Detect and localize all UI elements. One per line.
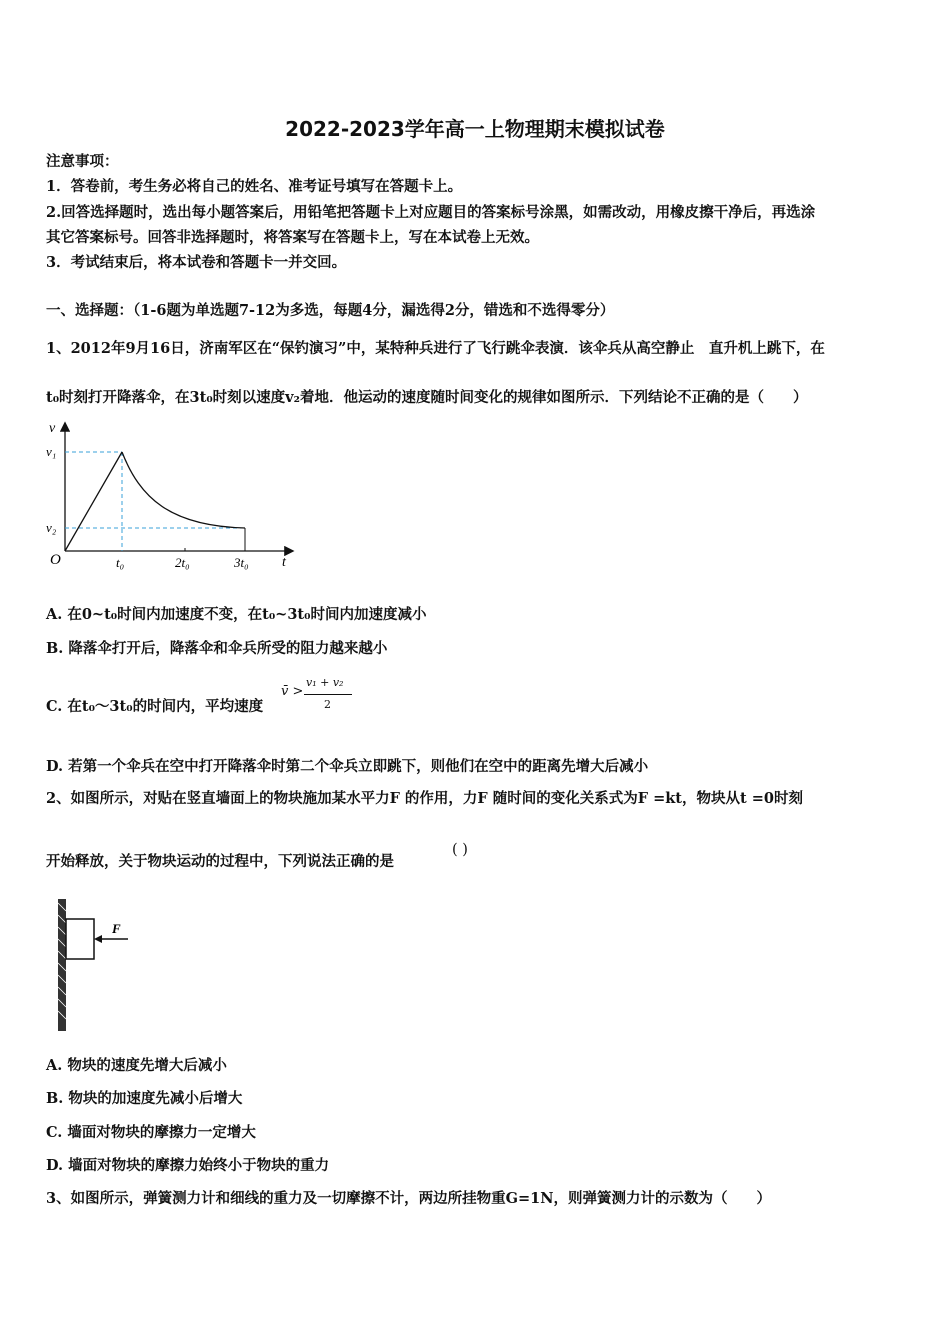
wall-block-figure [48,895,138,1037]
block [66,919,94,959]
origin-label: O [50,552,61,568]
answer-paren: ( ) [452,842,468,858]
t-axis-label: t [282,555,286,570]
fraction-bar [304,694,352,695]
v1-label: v₁ [46,444,57,459]
note-item: 1．答卷前，考生务必将自己的姓名、准考证号填写在答题卡上。 [46,178,463,195]
v-axis-label: v [49,421,56,436]
question-1-line-1: 1、2012年9月16日，济南军区在“保钓演习”中，某特种兵进行了飞行跳伞表演．该伞兵从高空静止 直升机上跳下，在 [46,340,825,357]
q1-option-d: D. 若第一个伞兵在空中打开降落伞时第二个伞兵立即跳下，则他们在空中的距离先增大后减小 [46,758,649,775]
note-item: 3．考试结束后，将本试卷和答题卡一并交回。 [46,254,347,271]
page-title: 2022-2023学年高一上物理期末模拟试卷 [285,117,665,141]
force-arrowhead [94,935,102,943]
decel-curve [122,452,245,528]
section-heading: 一、选择题：（1-6题为单选题7-12为多选，每题4分，漏选得2分，错选和不选得零分） [46,302,615,319]
notes-heading: 注意事项： [46,153,119,170]
velocity-time-graph [40,418,300,578]
accel-line [65,452,122,551]
q2-option-a: A. 物块的速度先增大后减小 [46,1057,227,1074]
fraction-numerator: v₁ + v₂ [306,676,344,689]
q1-option-c: C. 在t₀～3t₀的时间内，平均速度 [46,698,264,715]
question-1-line-2: t₀时刻打开降落伞，在3t₀时刻以速度v₂着地．他运动的速度随时间变化的规律如图所示．下列结论不正确的是（ ） [46,389,808,406]
note-item: 2.回答选择题时，选出每小题答案后，用铅笔把答题卡上对应题目的答案标号涂黑，如需改动，用橡皮擦干净后，再选涂 [46,204,816,221]
v2-label: v₂ [46,520,57,535]
question-2-line-1: 2、如图所示，对贴在竖直墙面上的物块施加某水平力F 的作用，力F 随时间的变化关系式为F =kt，物块从t =0时刻 [46,790,803,807]
question-3-line-1: 3、如图所示，弹簧测力计和细线的重力及一切摩擦不计，两边所挂物重G=1N，则弹簧测力计的示数为（ ） [46,1190,771,1207]
q2-option-d: D. 墙面对物块的摩擦力始终小于物块的重力 [46,1157,330,1174]
3t0-label: 3t₀ [234,555,249,570]
fraction-denominator: 2 [324,698,331,711]
t0-label: t₀ [116,555,125,570]
q2-option-c: C. 墙面对物块的摩擦力一定增大 [46,1124,256,1141]
question-2-line-2: 开始释放，关于物块运动的过程中，下列说法正确的是 [46,853,394,870]
note-item: 其它答案标号。回答非选择题时，将答案写在答题卡上，写在本试卷上无效。 [46,229,539,246]
2t0-label: 2t₀ [175,555,190,570]
q1-option-b: B. 降落伞打开后，降落伞和伞兵所受的阻力越来越小 [46,640,388,657]
q2-option-b: B. 物块的加速度先减小后增大 [46,1090,243,1107]
average-velocity-symbol: v̄ > [281,684,304,699]
q1-option-a: A. 在0~t₀时间内加速度不变，在t₀~3t₀时间内加速度减小 [46,606,427,623]
force-label: F [112,921,121,936]
